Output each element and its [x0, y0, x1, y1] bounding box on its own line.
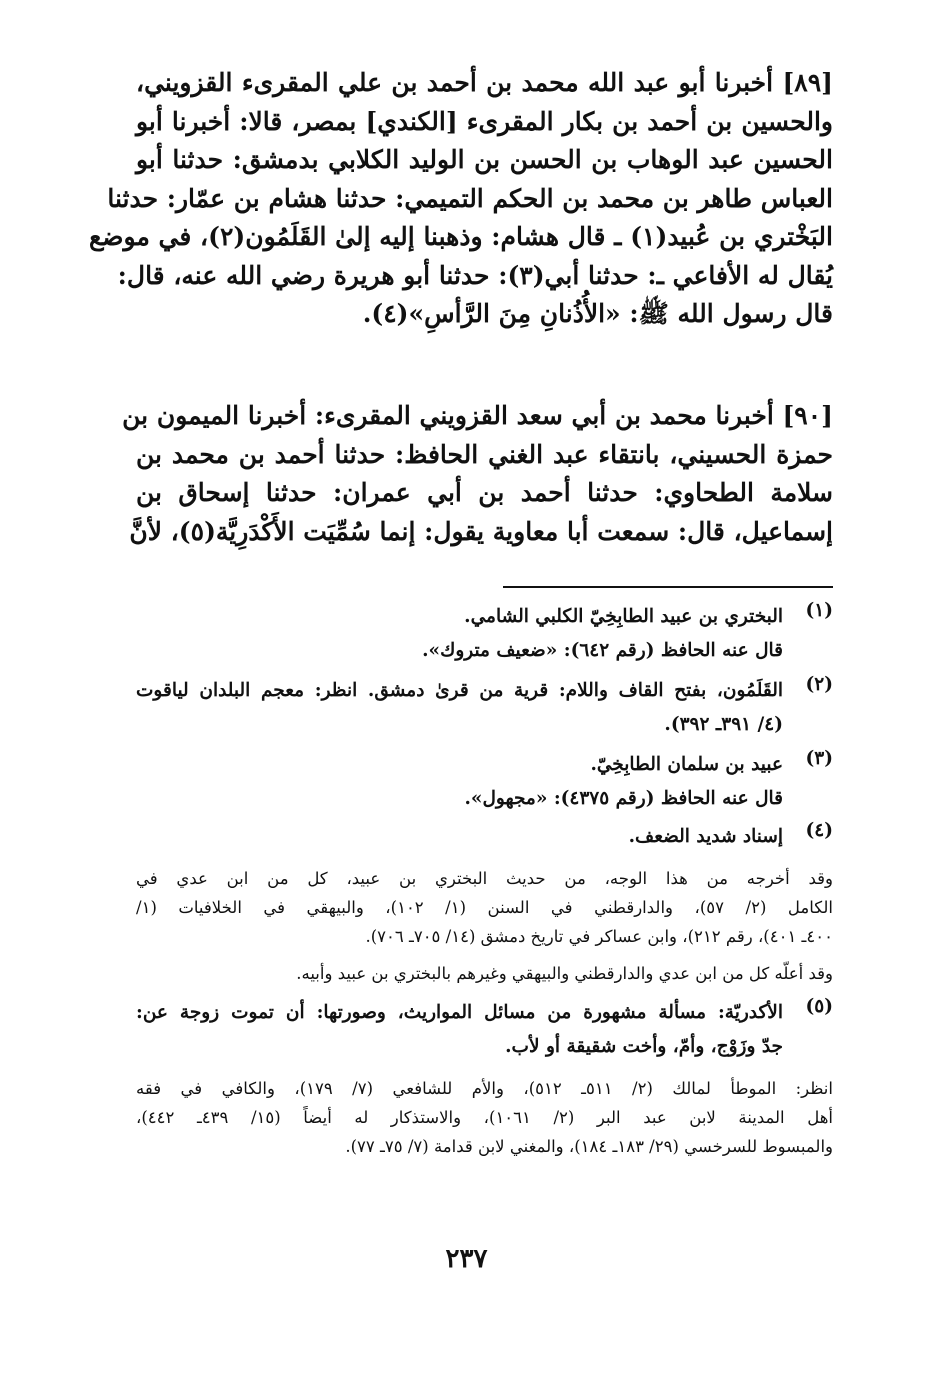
footnote-1	[136, 600, 833, 634]
text-line: [٨٩] أخبرنا أبو عبد الله محمد بن أحمد بن علي المقرىء القزويني،	[136, 68, 833, 97]
footnote-text	[136, 674, 783, 742]
hadith-89-paragraph	[89, 64, 833, 334]
text-line: وقد أخرجه من هذا الوجه، من حديث البختري بن عبيد، كل من ابن عدي في	[136, 869, 833, 888]
text-line: ٤٠٠ـ ٤٠١)، رقم ٢١٢)، وابن عساكر في تاريخ دمشق (١٤/ ٧٠٥ـ ٧٠٦).	[365, 927, 833, 946]
text-line: يُقال له الأفاعي ـ: حدثنا أبي(٣): حدثنا أبو هريرة رضي الله عنه، قال:	[117, 260, 833, 290]
text-line: القَلَمُون، بفتح القاف واللام: قرية من قرىٰ دمشق. انظر: معجم البلدان لياقوت	[136, 680, 783, 701]
footnote-3-continuation	[136, 782, 833, 816]
footnote-number: (٢)	[805, 674, 833, 695]
footnote-number: (٥)	[805, 996, 833, 1017]
text-line: جدّ وزَوْج، وأمّ، وأخت شقيقة أو لأب.	[505, 1036, 783, 1057]
text-line: حمزة الحسيني، بانتقاء عبد الغني الحافظ: حدثنا أحمد بن محمد بن	[136, 439, 833, 469]
footnotes	[136, 600, 833, 1161]
footnote-4	[136, 820, 833, 854]
page-number: ٢٣٧	[445, 1244, 488, 1274]
footnote-5-details	[136, 1074, 833, 1161]
footnote-4-details	[136, 864, 833, 988]
text-line: [٩٠] أخبرنا محمد بن أبي سعد القزويني المقرىء: أخبرنا الميمون بن	[122, 401, 833, 430]
footnote-text	[136, 820, 783, 854]
text-line: البختري بن عبيد الطابِخِيّ الكلبي الشامي.	[464, 606, 783, 627]
text-line: الحسين عبد الوهاب بن الحسن بن الوليد الكلابي بدمشق: حدثنا أبو	[136, 145, 833, 174]
footnote-text	[136, 600, 783, 634]
text-line: العباس طاهر بن محمد بن الحكم التميمي: حدثنا هشام بن عمّار: حدثنا	[107, 183, 833, 213]
footnote-separator	[503, 586, 833, 588]
text-line: والحسين بن أحمد بن بكار المقرىء [الكندي] بمصر، قالا: أخبرنا أبو	[136, 106, 833, 136]
text-line: الكامل (٢/ ٥٧)، والدارقطني في السنن (١/ ١٠٢)، والبيهقي في الخلافيات (١/	[136, 898, 833, 917]
text-line: والمبسوط للسرخسي (٢٩/ ١٨٣ـ ١٨٤)، والمغني لابن قدامة (٧/ ٧٥ـ ٧٧).	[345, 1137, 833, 1156]
text-line: قال رسول الله ﷺ: «الأُذُنانِ مِنَ الرَّأسِ»(٤).	[362, 299, 833, 328]
text-line: قال عنه الحافظ (رقم ٤٣٧٥): «مجهول».	[464, 788, 783, 809]
footnote-text	[136, 748, 783, 782]
text-line: انظر: الموطأ لمالك (٢/ ٥١١ـ ٥١٢)، والأم للشافعي (٧/ ١٧٩)، والكافي في فقه	[136, 1079, 833, 1098]
text-line: إسناد شديد الضعف.	[628, 826, 783, 847]
hadith-90-paragraph	[122, 397, 833, 551]
footnote-number: (١)	[805, 600, 833, 621]
footnote-1-continuation	[136, 634, 833, 668]
text-line: أهل المدينة لابن عبد البر (٢/ ١٠٦١)، والاستذكار له أيضاً (١٥/ ٤٣٩ـ ٤٤٢)،	[136, 1108, 833, 1127]
footnote-5	[136, 996, 833, 1064]
text-line: عبيد بن سلمان الطابِخِيّ.	[590, 754, 783, 775]
footnote-number: (٤)	[805, 820, 833, 841]
text-line: سلامة الطحاوي: حدثنا أحمد بن أبي عمران: حدثنا إسحاق بن	[136, 478, 833, 507]
text-line: الأكدريّة: مسألة مشهورة من مسائل المواريث، وصورتها: أن تموت زوجة عن:	[136, 1002, 783, 1023]
text-line: قال عنه الحافظ (رقم ٦٤٢): «ضعيف متروك».	[422, 640, 783, 661]
footnote-text	[136, 996, 783, 1064]
text-line: البَخْتري بن عُبيد(١) ـ قال هشام: وذهبنا إليه إلىٰ القَلَمُون(٢)، في موضع	[89, 222, 833, 251]
text-line: (٤/ ٣٩١ـ ٣٩٢).	[664, 714, 783, 735]
footnote-number: (٣)	[805, 748, 833, 769]
footnote-3	[136, 748, 833, 782]
footnote-2	[136, 674, 833, 742]
text-line: إسماعيل، قال: سمعت أبا معاوية يقول: إنما سُمِّيَت الأَكْدَرِيَّة(٥)، لأنَّ	[129, 516, 833, 546]
text-line: وقد أعلّه كل من ابن عدي والدارقطني والبيهقي وغيرهم بالبختري بن عبيد وأبيه.	[296, 964, 833, 983]
